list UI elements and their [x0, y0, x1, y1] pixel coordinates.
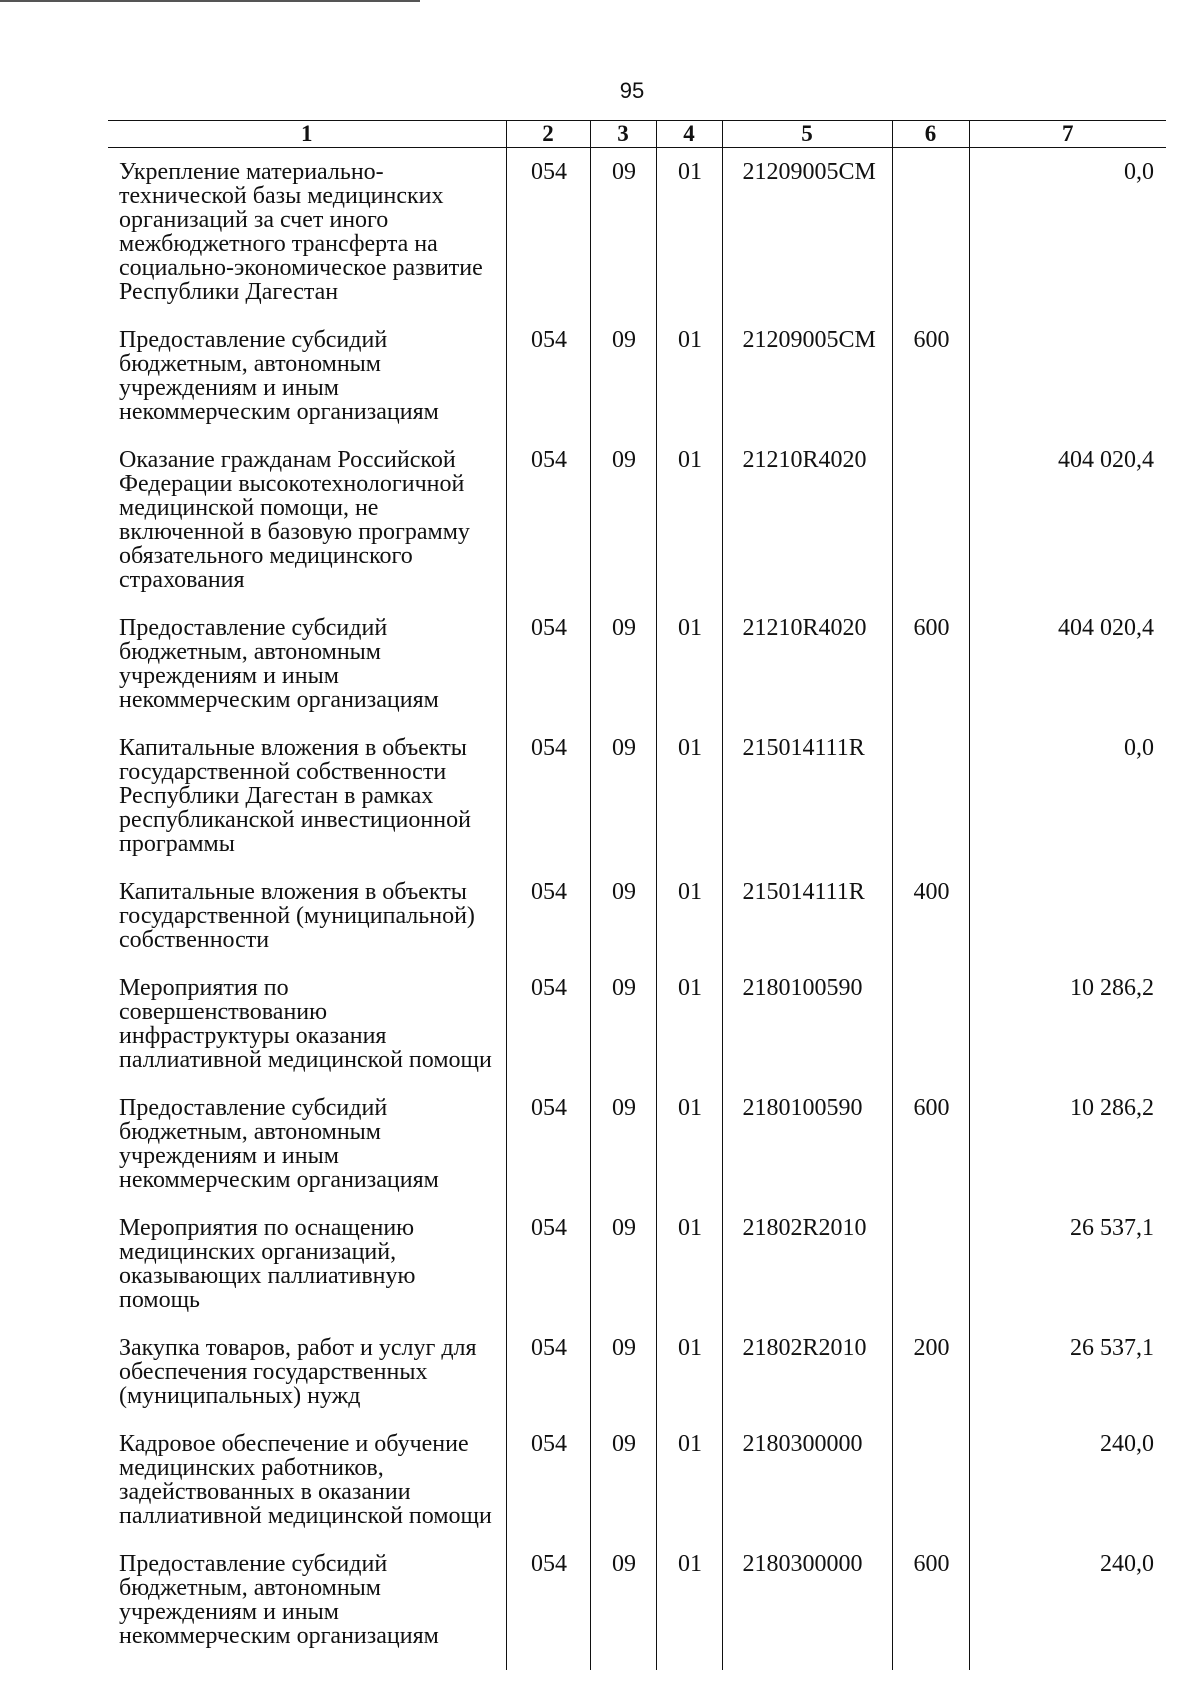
row-code-6: [892, 436, 969, 604]
row-code-3: 09: [590, 316, 656, 436]
column-header-6: 6: [892, 121, 969, 148]
row-code-6: [892, 1420, 969, 1540]
row-code-5: 2180300000: [722, 1420, 892, 1540]
row-code-5: 215014111R: [722, 724, 892, 868]
row-code-5: 215014111R: [722, 868, 892, 964]
row-code-3: 09: [590, 436, 656, 604]
row-code-2: 054: [506, 964, 590, 1084]
row-code-4: 01: [656, 1540, 722, 1670]
row-code-2: 054: [506, 724, 590, 868]
row-code-3: 09: [590, 1324, 656, 1420]
row-code-4: 01: [656, 1420, 722, 1540]
row-code-3: 09: [590, 724, 656, 868]
row-amount: 10 286,2: [969, 1084, 1166, 1204]
row-name: Мероприятия по совершенствованию инфраструктуры оказания паллиативной медицинской помощи: [119, 975, 492, 1073]
row-name: Капитальные вложения в объекты государственной (муниципальной) собственности: [119, 879, 475, 953]
row-code-5: 21802R2010: [722, 1204, 892, 1324]
row-code-5: 2180100590: [722, 964, 892, 1084]
table-header-row: [108, 121, 1166, 148]
row-code-6: 600: [892, 316, 969, 436]
row-code-5: 2180100590: [722, 1084, 892, 1204]
row-amount: 10 286,2: [969, 964, 1166, 1084]
row-amount: 240,0: [969, 1420, 1166, 1540]
row-code-2: 054: [506, 1084, 590, 1204]
row-code-5: 21209005СМ: [722, 148, 892, 317]
row-name: Кадровое обеспечение и обучение медицинских работников, задействованных в оказании паллиативной медицинской помощи: [119, 1431, 492, 1529]
row-name: Мероприятия по оснащению медицинских организаций, оказывающих паллиативную помощь: [119, 1215, 416, 1313]
row-code-3: 09: [590, 1084, 656, 1204]
row-amount: 404 020,4: [969, 604, 1166, 724]
row-code-4: 01: [656, 964, 722, 1084]
table-row: [108, 964, 1166, 1084]
row-code-2: 054: [506, 1540, 590, 1670]
row-code-4: 01: [656, 1084, 722, 1204]
table-row: [108, 148, 1166, 317]
table-row: [108, 436, 1166, 604]
row-name: Укрепление материально-технической базы медицинских организаций за счет иного межбюджетного трансферта на социально-экономическое развитие Республики Дагестан: [119, 159, 483, 305]
row-code-6: 400: [892, 868, 969, 964]
row-code-4: 01: [656, 436, 722, 604]
table-row: [108, 1420, 1166, 1540]
row-code-5: 2180300000: [722, 1540, 892, 1670]
row-code-2: 054: [506, 316, 590, 436]
row-code-4: 01: [656, 316, 722, 436]
row-amount: 26 537,1: [969, 1324, 1166, 1420]
row-code-3: 09: [590, 1420, 656, 1540]
row-amount: [969, 868, 1166, 964]
column-header-1: 1: [108, 121, 506, 148]
row-name: Предоставление субсидий бюджетным, автономным учреждениям и иным некоммерческим организациям: [119, 1095, 439, 1193]
row-code-3: 09: [590, 868, 656, 964]
page-number: 95: [619, 78, 645, 103]
column-header-5: 5: [722, 121, 892, 148]
row-code-4: 01: [656, 604, 722, 724]
table-row: [108, 724, 1166, 868]
row-code-4: 01: [656, 1324, 722, 1420]
table-row: [108, 1540, 1166, 1670]
column-header-3: 3: [590, 121, 656, 148]
row-code-6: [892, 964, 969, 1084]
table-row: [108, 1204, 1166, 1324]
row-code-6: 600: [892, 1540, 969, 1670]
row-code-6: [892, 1204, 969, 1324]
row-code-4: 01: [656, 724, 722, 868]
column-header-2: 2: [506, 121, 590, 148]
row-code-6: 600: [892, 604, 969, 724]
row-amount: 240,0: [969, 1540, 1166, 1670]
row-code-3: 09: [590, 604, 656, 724]
row-code-4: 01: [656, 1204, 722, 1324]
row-code-2: 054: [506, 436, 590, 604]
column-header-4: 4: [656, 121, 722, 148]
row-code-4: 01: [656, 868, 722, 964]
row-code-2: 054: [506, 1420, 590, 1540]
row-amount: 404 020,4: [969, 436, 1166, 604]
row-name: Предоставление субсидий бюджетным, автономным учреждениям и иным некоммерческим организациям: [119, 615, 439, 713]
row-code-6: 200: [892, 1324, 969, 1420]
table-row: [108, 868, 1166, 964]
budget-table-container: [108, 120, 1166, 1670]
table-row: [108, 604, 1166, 724]
row-code-5: 21210R4020: [722, 436, 892, 604]
row-code-6: 600: [892, 1084, 969, 1204]
table-row: [108, 316, 1166, 436]
row-code-2: 054: [506, 1324, 590, 1420]
table-row: [108, 1084, 1166, 1204]
row-code-5: 21209005СМ: [722, 316, 892, 436]
row-code-4: 01: [656, 148, 722, 317]
row-code-2: 054: [506, 1204, 590, 1324]
row-amount: 0,0: [969, 148, 1166, 317]
row-code-3: 09: [590, 964, 656, 1084]
row-code-2: 054: [506, 868, 590, 964]
row-amount: 0,0: [969, 724, 1166, 868]
row-name: Капитальные вложения в объекты государственной собственности Республики Дагестан в рамках республиканской инвестиционной программы: [119, 735, 471, 857]
row-name: Предоставление субсидий бюджетным, автономным учреждениям и иным некоммерческим организациям: [119, 1551, 439, 1649]
row-amount: [969, 316, 1166, 436]
table-row: [108, 1324, 1166, 1420]
row-amount: 26 537,1: [969, 1204, 1166, 1324]
row-code-6: [892, 724, 969, 868]
row-code-3: 09: [590, 1540, 656, 1670]
budget-table: [108, 120, 1166, 1670]
row-code-2: 054: [506, 604, 590, 724]
row-name: Закупка товаров, работ и услуг для обеспечения государственных (муниципальных) нужд: [119, 1335, 477, 1409]
row-code-6: [892, 148, 969, 317]
row-name: Предоставление субсидий бюджетным, автономным учреждениям и иным некоммерческим организациям: [119, 327, 439, 425]
row-code-3: 09: [590, 1204, 656, 1324]
scan-edge-line: [0, 0, 420, 2]
row-name: Оказание гражданам Российской Федерации высокотехнологичной медицинской помощи, не включенной в базовую программу обязательного медицинского страхования: [119, 447, 470, 593]
row-code-3: 09: [590, 148, 656, 317]
row-code-5: 21802R2010: [722, 1324, 892, 1420]
row-code-5: 21210R4020: [722, 604, 892, 724]
column-header-7: 7: [969, 121, 1166, 148]
row-code-2: 054: [506, 148, 590, 317]
